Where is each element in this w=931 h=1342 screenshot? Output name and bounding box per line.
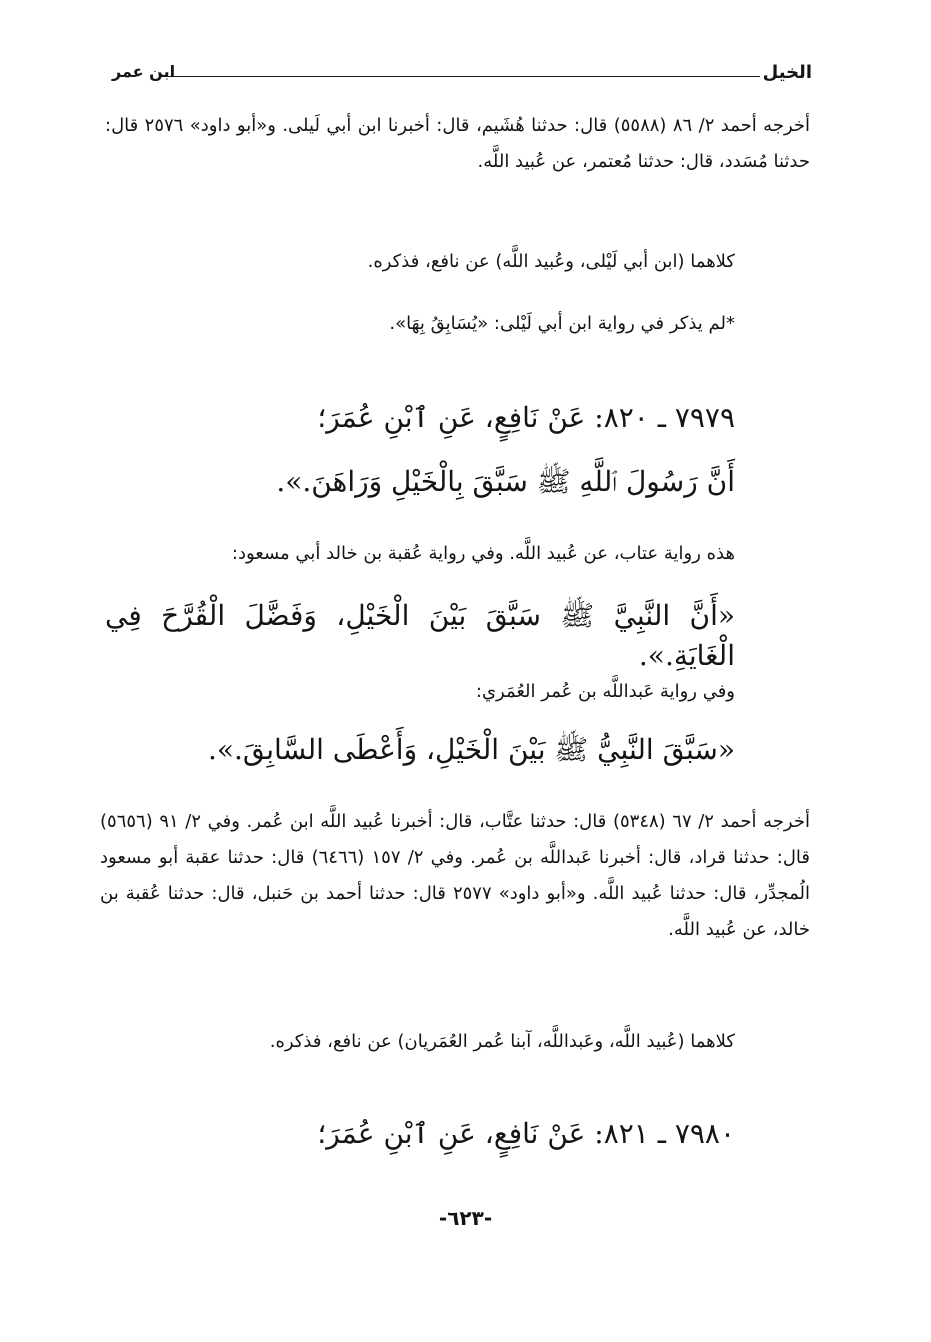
hadith-heading-821: ٧٩٨٠ ـ ٨٢١: عَنْ نَافِعٍ، عَنِ ٱبْنِ عُمَرَ؛ bbox=[317, 1117, 735, 1150]
source-paragraph-1: أخرجه أحمد ٢/ ٨٦ (٥٥٨٨) قال: حدثنا هُشَيم، قال: أخبرنا ابن أبي لَيلى. و«أبو داود» ٢٥٧٦ قال: حدثنا مُسَدد، قال: حدثنا مُعتمر، عن عُبيد اللَّه. bbox=[105, 115, 811, 172]
chain-summary-2: كلاهما (عُبيد اللَّه، وعَبداللَّه، آبنا عُمر العُمَريان) عن نافع، فذكره. bbox=[269, 1031, 735, 1052]
hadith-heading-820: ٧٩٧٩ ـ ٨٢٠: عَنْ نَافِعٍ، عَنِ ٱبْنِ عُمَرَ؛ bbox=[317, 401, 735, 434]
page-number: -٦٢٣- bbox=[438, 1206, 493, 1230]
header-rule bbox=[160, 76, 760, 77]
variant-text-1: «أَنَّ النَّبِيَّ ﷺ سَبَّقَ بَيْنَ الْخَيْلِ، وَفَضَّلَ الْقُرَّحَ فِي الْغَايَةِ.». bbox=[105, 599, 735, 672]
narrator-title: ابن عمر bbox=[112, 62, 176, 81]
note-paragraph: *لم يذكر في رواية ابن أبي لَيْلى: «يُسَابِقُ بِهَا». bbox=[389, 313, 735, 334]
variant-note-1: هذه رواية عتاب، عن عُبيد اللَّه. وفي رواية عُقبة بن خالد أبي مسعود: bbox=[231, 543, 735, 564]
hadith-text-820: أَنَّ رَسُولَ ٱللَّهِ ﷺ سَبَّقَ بِالْخَيْلِ وَرَاهَنَ.». bbox=[276, 465, 735, 498]
chapter-title: الخيل bbox=[762, 62, 812, 83]
variant-text-2: «سَبَّقَ النَّبِيُّ ﷺ بَيْنَ الْخَيْلِ، وَأَعْطَى السَّابِقَ.». bbox=[207, 733, 735, 766]
variant-note-2: وفي رواية عَبداللَّه بن عُمر العُمَري: bbox=[475, 681, 735, 702]
chain-summary-1: كلاهما (ابن أبي لَيْلى، وعُبيد اللَّه) عن نافع، فذكره. bbox=[367, 251, 735, 272]
running-header bbox=[112, 62, 812, 96]
source-paragraph-2: أخرجه أحمد ٢/ ٦٧ (٥٣٤٨) قال: حدثنا عتَّاب، قال: أخبرنا عُبيد اللَّه ابن عُمر. وفي ٢/ ٩١ (٥٦٥٦) قال: حدثنا قراد، قال: أخبرنا عَبداللَّه بن عُمر. وفي ٢/ ١٥٧ (٦٤٦٦) قال: حدثنا عقبة أبو مسعود الُمجدِّر، قال: حدثنا عُبيد اللَّه. و«أبو داود» ٢٥٧٧ قال: حدثنا أحمد بن حَنبل، قال: حدثنا عُقبة بن خالد، عن عُبيد اللَّه. bbox=[100, 811, 810, 940]
